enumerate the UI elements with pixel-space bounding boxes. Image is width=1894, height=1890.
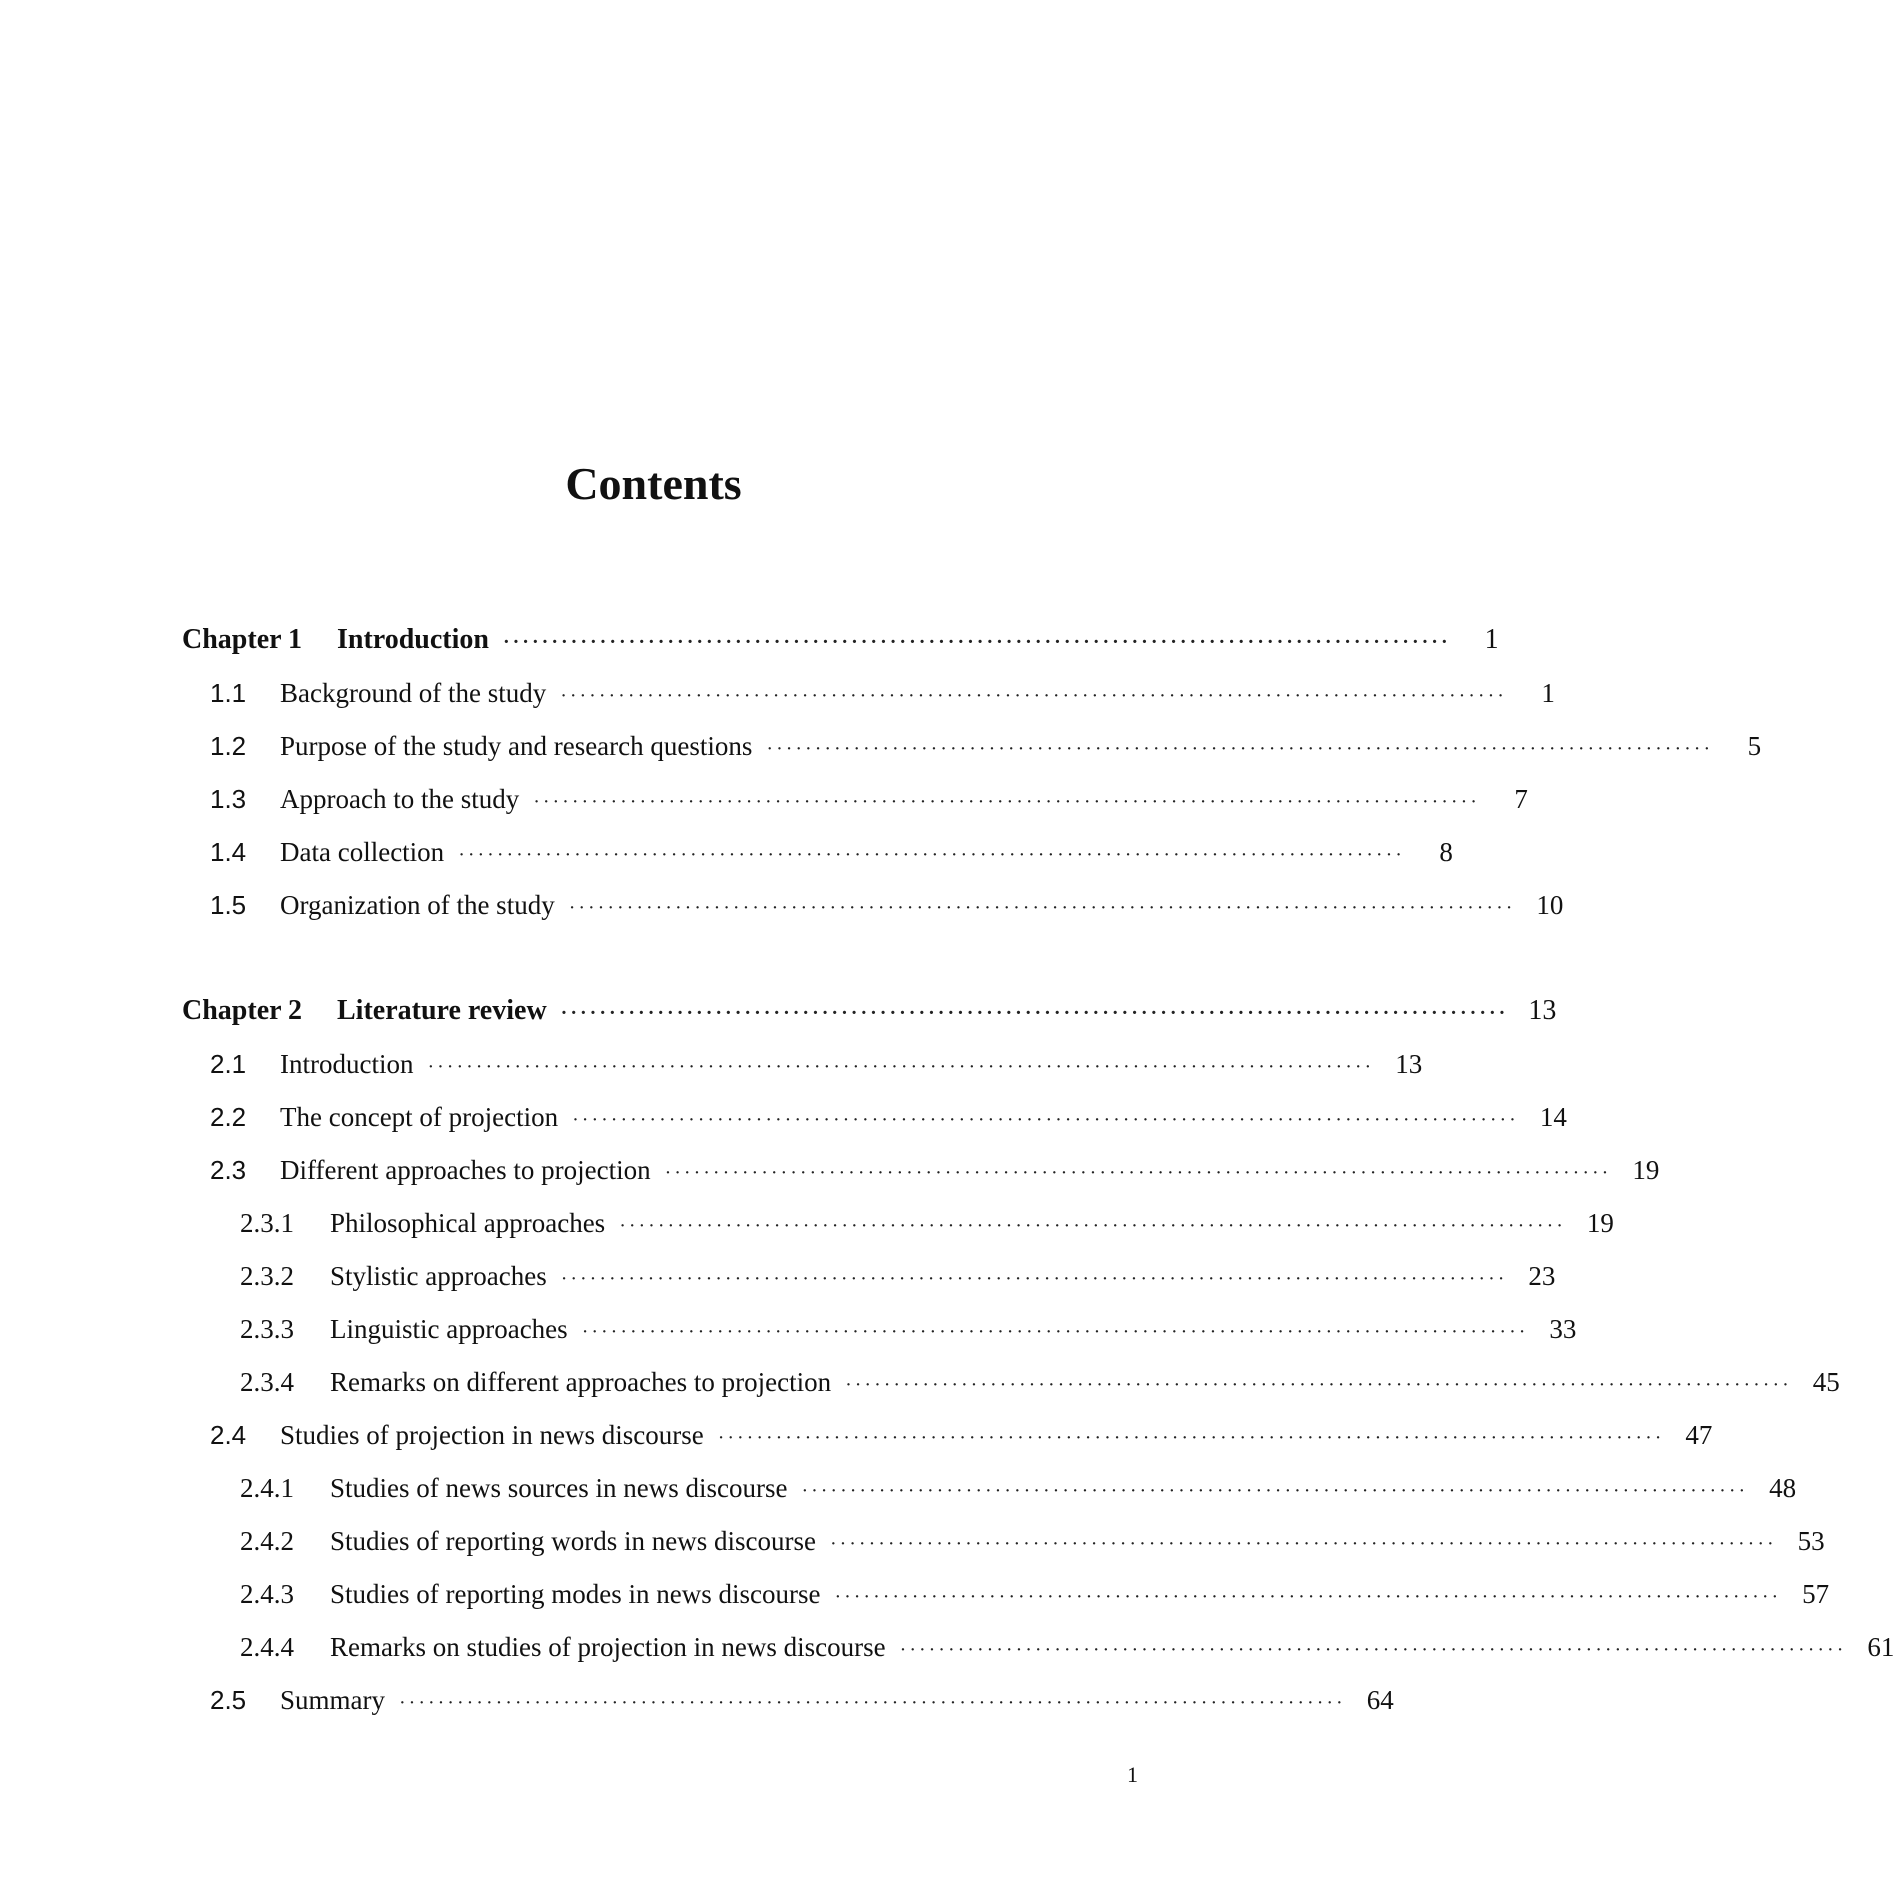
toc-entry-2-3[interactable] <box>210 1150 1660 1190</box>
toc-entry-number: 2.4.2 <box>240 1526 294 1556</box>
toc-entry-2-3-2[interactable] <box>240 1256 1556 1296</box>
toc-entry-page: 57 <box>1802 1579 1830 1609</box>
dot-leader: ·································································································· <box>572 1109 1519 1131</box>
dot-leader: ·································································································· <box>845 1374 1792 1396</box>
dot-leader: ·································································································· <box>568 897 1516 919</box>
dot-leader: ·································································································· <box>502 631 1451 653</box>
toc-entry-number: 2.4.1 <box>240 1473 294 1503</box>
toc-entry-2-4-4[interactable] <box>240 1627 1894 1667</box>
toc-entry-title: Studies of reporting words in news discourse <box>330 1526 816 1556</box>
toc-entry-page: 7 <box>1514 784 1528 814</box>
toc-entry-page: 33 <box>1549 1314 1577 1344</box>
dot-leader: ·································································································· <box>581 1321 1529 1343</box>
toc-entry-number: 2.3.1 <box>240 1208 294 1238</box>
toc-entry-number: Chapter 2 <box>182 995 303 1026</box>
dot-leader: ·································································································· <box>717 1427 1665 1449</box>
toc-entry-page: 61 <box>1867 1632 1894 1662</box>
toc-entry-title: Data collection <box>280 837 445 867</box>
toc-entry-number: 1.3 <box>210 784 247 814</box>
toc-entry-2-5[interactable] <box>210 1680 1394 1720</box>
toc-entry-2-4-1[interactable] <box>240 1468 1797 1508</box>
toc-entry-1-1[interactable] <box>210 673 1555 713</box>
toc-entry-number: 1.1 <box>210 678 247 708</box>
toc-entry-title: Background of the study <box>280 678 547 708</box>
toc-entry-1-4[interactable] <box>210 832 1453 872</box>
dot-leader: ·································································································· <box>619 1215 1566 1237</box>
toc-entry-title: Introduction <box>337 624 489 655</box>
toc-entry-1-2[interactable] <box>210 726 1762 766</box>
toc-entry-2-4-2[interactable] <box>240 1521 1825 1561</box>
toc-entry-number: 2.2 <box>210 1102 247 1132</box>
toc-entry-number: 1.2 <box>210 731 247 761</box>
toc-entry-number: 2.3.4 <box>240 1367 294 1397</box>
toc-entry-page: 53 <box>1797 1526 1825 1556</box>
toc-entry-2-3-3[interactable] <box>240 1309 1577 1349</box>
toc-entry-number: 2.4.4 <box>240 1632 294 1662</box>
toc-entry-number: 1.5 <box>210 890 247 920</box>
toc-entry-2-4-3[interactable] <box>240 1574 1830 1614</box>
toc-entry-2-2[interactable] <box>210 1097 1567 1137</box>
toc-entry-title: Remarks on different approaches to projection <box>330 1367 832 1397</box>
toc-entry-title: Different approaches to projection <box>280 1155 651 1185</box>
toc-entry-title: Organization of the study <box>280 890 555 920</box>
toc-entry-title: Studies of projection in news discourse <box>280 1420 704 1450</box>
toc-entry-number: Chapter 1 <box>182 624 303 655</box>
toc-entry-page: 1 <box>1484 624 1499 655</box>
toc-entry-page: 47 <box>1685 1420 1713 1450</box>
toc-entry-page: 14 <box>1539 1102 1567 1132</box>
toc-entry-title: Philosophical approaches <box>330 1208 606 1238</box>
toc-entry-title: Summary <box>280 1685 385 1715</box>
dot-leader: ·································································································· <box>801 1480 1749 1502</box>
toc-entry-page: 1 <box>1541 678 1555 708</box>
toc-entry-number: 2.4.3 <box>240 1579 294 1609</box>
toc-entry-title: Purpose of the study and research questions <box>280 731 753 761</box>
toc-entry-number: 2.3.2 <box>240 1261 294 1291</box>
dot-leader: ·································································································· <box>766 738 1714 760</box>
toc-entry-1-5[interactable] <box>210 885 1564 925</box>
toc-entry-page: 23 <box>1528 1261 1556 1291</box>
dot-leader: ·································································································· <box>560 685 1507 707</box>
toc-entry-page: 8 <box>1439 837 1453 867</box>
toc-entry-2-4[interactable] <box>210 1415 1713 1455</box>
toc-entry-title: Stylistic approaches <box>330 1261 547 1291</box>
dot-leader: ·································································································· <box>834 1586 1782 1608</box>
toc-entry-title: Introduction <box>280 1049 414 1079</box>
dot-leader: ·································································································· <box>829 1533 1777 1555</box>
toc-entry-1-3[interactable] <box>210 779 1528 819</box>
toc-entry-title: Remarks on studies of projection in news discourse <box>330 1632 886 1662</box>
toc-entry-page: 19 <box>1586 1208 1614 1238</box>
toc-entry-title: The concept of projection <box>280 1102 559 1132</box>
toc-entry-title: Studies of news sources in news discourse <box>330 1473 788 1503</box>
toc-entry-number: 2.4 <box>210 1420 247 1450</box>
toc-entry-number: 2.3.3 <box>240 1314 294 1344</box>
toc-entry-2-3-4[interactable] <box>240 1362 1840 1402</box>
toc-entry-number: 2.1 <box>210 1049 247 1079</box>
toc-entry-number: 2.3 <box>210 1155 247 1185</box>
toc-entry-page: 45 <box>1812 1367 1840 1397</box>
dot-leader: ·································································································· <box>899 1639 1847 1661</box>
dot-leader: ·································································································· <box>427 1056 1375 1078</box>
toc-entry-2-3-1[interactable] <box>240 1203 1614 1243</box>
toc-entry-number: 1.4 <box>210 837 247 867</box>
toc-entry-chapter-1[interactable] <box>182 620 1499 660</box>
dot-leader: ·································································································· <box>458 844 1405 866</box>
dot-leader: ·································································································· <box>399 1692 1346 1714</box>
toc-entry-title: Studies of reporting modes in news discourse <box>330 1579 821 1609</box>
page-number: 1 <box>1127 1762 1138 1787</box>
toc-entry-number: 2.5 <box>210 1685 247 1715</box>
toc-entry-page: 64 <box>1366 1685 1394 1715</box>
toc-entry-title: Literature review <box>337 995 547 1026</box>
toc-entry-page: 10 <box>1536 890 1564 920</box>
dot-leader: ·································································································· <box>533 791 1480 813</box>
toc-entry-page: 48 <box>1769 1473 1797 1503</box>
dot-leader: ·································································································· <box>664 1162 1612 1184</box>
toc-entry-page: 13 <box>1528 995 1557 1026</box>
page-title: Contents <box>565 458 742 509</box>
toc-entry-page: 19 <box>1632 1155 1660 1185</box>
toc-entry-chapter-2[interactable] <box>182 991 1557 1031</box>
toc-entry-title: Approach to the study <box>280 784 520 814</box>
toc-entry-title: Linguistic approaches <box>330 1314 568 1344</box>
toc-entry-2-1[interactable] <box>210 1044 1423 1084</box>
toc-entry-page: 5 <box>1747 731 1762 761</box>
dot-leader: ·································································································· <box>560 1002 1509 1024</box>
toc-entry-page: 13 <box>1395 1049 1423 1079</box>
dot-leader: ·································································································· <box>560 1268 1508 1290</box>
